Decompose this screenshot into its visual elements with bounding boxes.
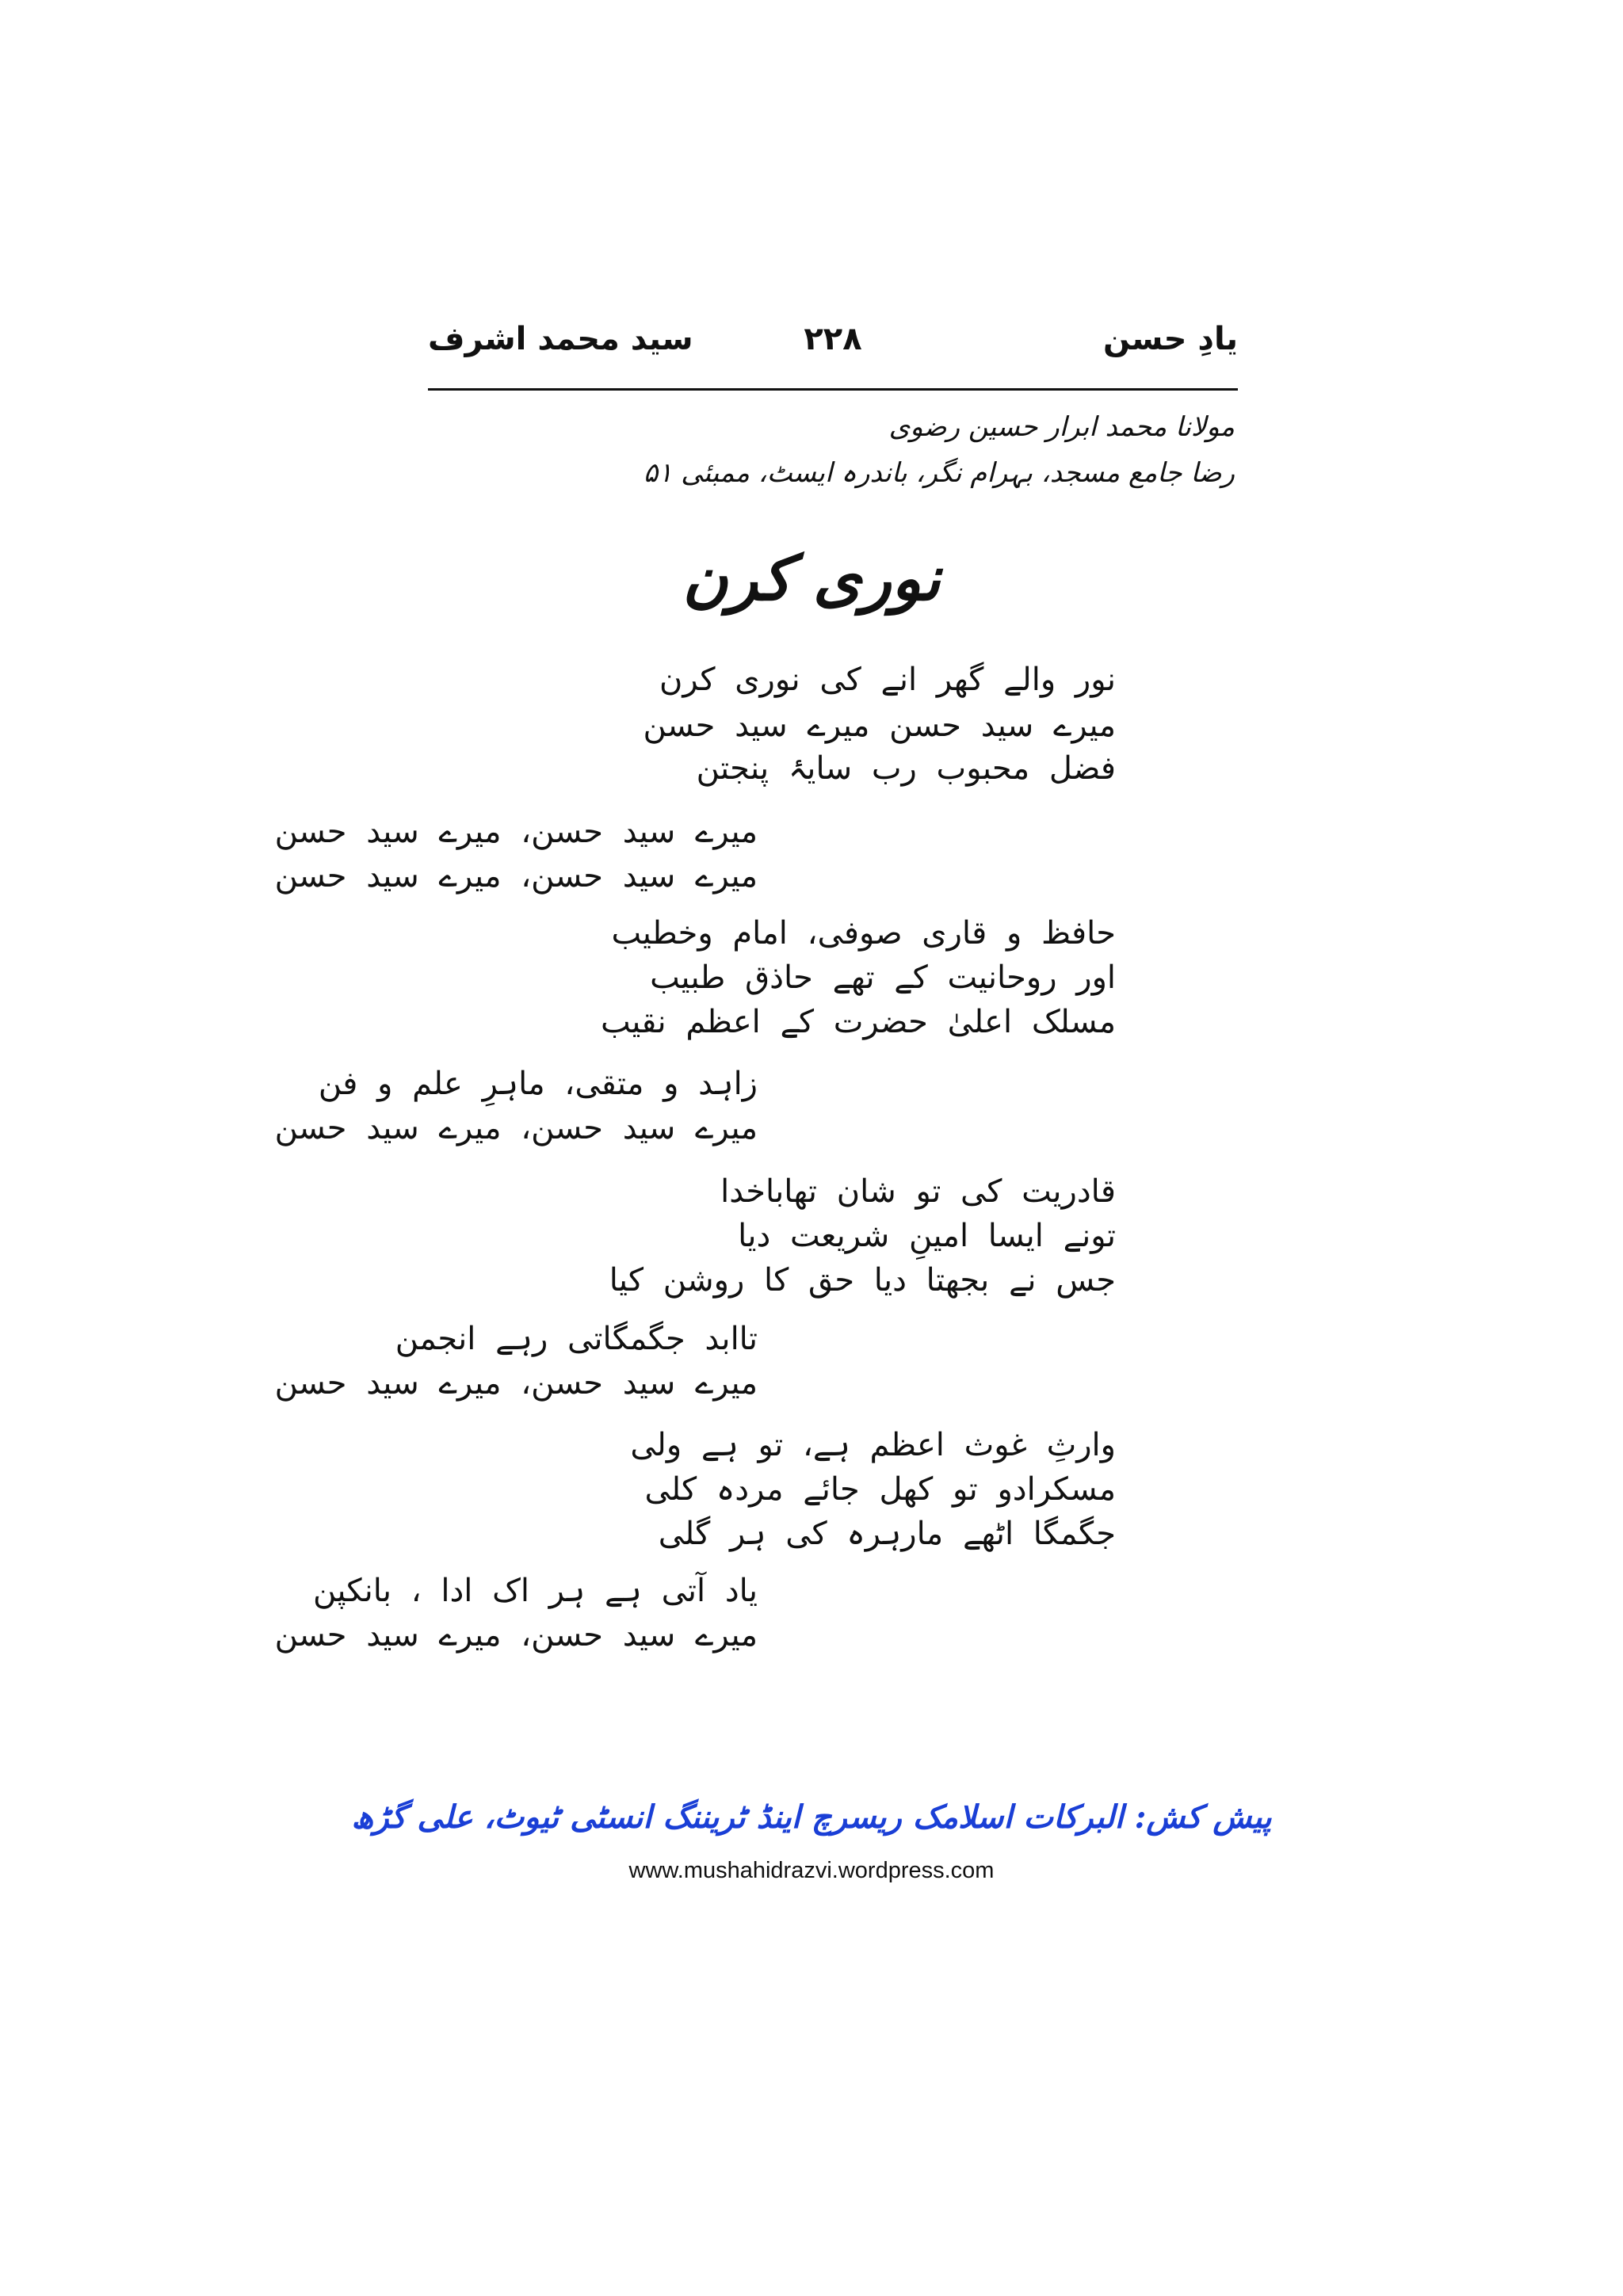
poem-title: نوری کرن <box>682 543 941 615</box>
author-name: مولانا محمد ابرار حسین رضوی <box>888 411 1235 443</box>
page-header <box>428 321 1238 384</box>
poem-line: جگمگا اٹھے مارہرہ کی ہر گلی <box>658 1516 1116 1552</box>
poem-line: فضل محبوب رب سایۂ پنجتن <box>696 750 1116 787</box>
poem-refrain: میرے سید حسن، میرے سید حسن <box>274 1617 758 1653</box>
author-address: رضا جامع مسجد، بہرام نگر، باندرہ ایسٹ، ممبئی ۵۱ <box>643 457 1235 489</box>
poem-line: اور روحانیت کے تھے حاذق طبیب <box>650 959 1116 996</box>
poem-refrain: میرے سید حسن، میرے سید حسن <box>274 1110 758 1146</box>
poem-refrain: میرے سید حسن، میرے سید حسن <box>274 814 758 850</box>
poem-line: یاد آتی ہے ہر اک ادا ، بانکپن <box>312 1573 758 1609</box>
poem-line: تاابد جگمگاتی رہے انجمن <box>395 1321 758 1357</box>
poem-line: نور والے گھر انے کی نوری کرن <box>659 662 1116 698</box>
header-divider <box>428 388 1238 391</box>
poem-refrain: میرے سید حسن، میرے سید حسن <box>274 1365 758 1402</box>
publisher-credit: پیش کش: البرکات اسلامک ریسرچ اینڈ ٹریننگ انسٹی ٹیوٹ، علی گڑھ <box>351 1798 1272 1836</box>
poem-refrain: میرے سید حسن، میرے سید حسن <box>274 858 758 894</box>
author-block <box>643 404 1235 496</box>
poem-line: جس نے بجھتا دیا حق کا روشن کیا <box>609 1262 1116 1299</box>
book-title: یادِ حسن <box>1102 321 1238 357</box>
poem-line: حافظ و قاری صوفی، امام وخطیب <box>611 915 1116 952</box>
poem-line: مسکرادو تو کھل جائے مردہ کلی <box>644 1471 1116 1508</box>
poem-line: زاہد و متقی، ماہرِ علم و فن <box>318 1066 758 1102</box>
compiler-name: سید محمد اشرف <box>428 321 693 357</box>
page-number: ۲۲۸ <box>804 321 862 357</box>
poem-line: تونے ایسا امینِ شریعت دیا <box>738 1218 1116 1254</box>
poem-line: وارثِ غوث اعظم ہے، تو ہے ولی <box>630 1427 1116 1463</box>
poem-line: مسلک اعلیٰ حضرت کے اعظم نقیب <box>600 1004 1116 1040</box>
poem-line: قادریت کی تو شان تھاباخدا <box>720 1173 1116 1210</box>
poem-line: میرے سید حسن میرے سید حسن <box>643 707 1116 744</box>
website-url: www.mushahidrazvi.wordpress.com <box>628 1858 995 1883</box>
